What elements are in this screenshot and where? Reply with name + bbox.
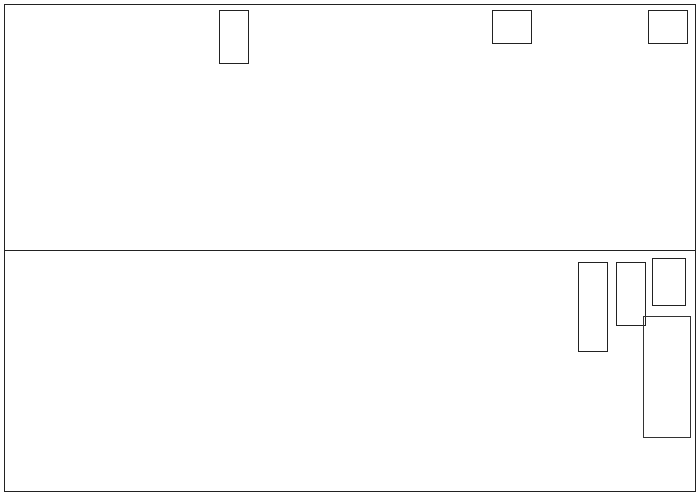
sour-header bbox=[492, 10, 532, 44]
beer-header bbox=[648, 10, 688, 44]
umeshu-note-box bbox=[643, 316, 691, 438]
spirits-header bbox=[578, 262, 608, 352]
section-divider bbox=[5, 250, 695, 251]
umeshu-header bbox=[652, 258, 686, 306]
shochu-header bbox=[219, 10, 249, 64]
menu-frame bbox=[4, 4, 696, 492]
nihonshu-header bbox=[616, 262, 646, 326]
